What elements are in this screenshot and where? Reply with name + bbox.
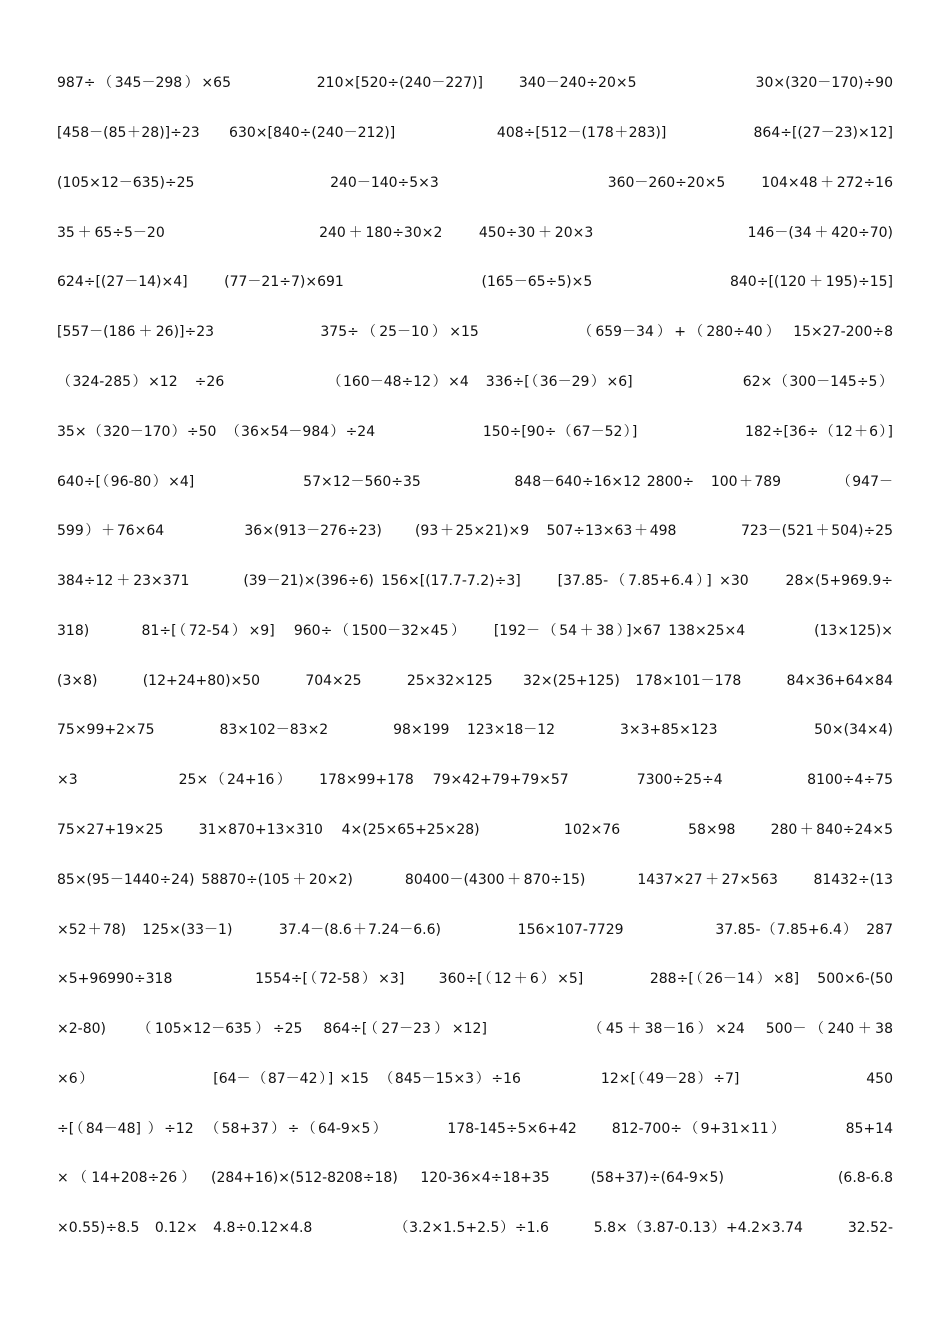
problem-line: ×（14+208÷26） (284+16)×(512-8208÷18) 120-36×4÷18+35 (58+37)÷(64-9×5) (6.8-6.8 [57, 1170, 893, 1186]
problem-line: ×2-80) （105×12－635）÷25 864÷[（27－23）×12] （45＋38－16）×24 500－（240＋38 [57, 1021, 893, 1037]
problem-line: ×0.55)÷8.5 0.12× 4.8÷0.12×4.8 （3.2×1.5+2.5）÷1.6 5.8×（3.87-0.13）+4.2×3.74 32.52- [57, 1220, 893, 1236]
problem-line: 599）＋76×64 36×(913－276÷23) (93＋25×21)×9 507÷13×63＋498 723－(521＋504)÷25 [57, 523, 893, 539]
problem-line: [458－(85＋28)]÷23 630×[840÷(240－212)] 408÷[512－(178＋283)] 864÷[(27－23)×12] [57, 125, 893, 141]
problem-line: (105×12－635)÷25 240－140÷5×3 360－260÷20×5 104×48＋272÷16 [57, 175, 893, 191]
problem-line: 640÷[（96-80）×4] 57×12－560÷35 848－640÷16×12 2800÷ 100＋789 （947－ [57, 474, 893, 490]
problem-line: ×5+96990÷318 1554÷[（72-58）×3] 360÷[（12＋6）×5] 288÷[（26－14）×8] 500×6-(50 [57, 971, 893, 987]
problem-line: ×6） [64－（87－42）] ×15 （845－15×3）÷16 12×[（49－28）÷7] 450 [57, 1071, 893, 1087]
problem-line: 318) 81÷[（72-54）×9] 960÷（1500－32×45） [192－（54＋38）]×67 138×25×4 (13×125)× [57, 623, 893, 639]
problem-line: 384÷12＋23×371 (39－21)×(396÷6) 156×[(17.7-7.2)÷3] [37.85-（7.85+6.4）] ×30 28×(5+969.9÷ [57, 573, 893, 589]
problem-line: 75×99+2×75 83×102－83×2 98×199 123×18－12 3×3+85×123 50×(34×4) [57, 722, 893, 738]
problem-line: 75×27+19×25 31×870+13×310 4×(25×65+25×28) 102×76 58×98 280＋840÷24×5 [57, 822, 893, 838]
problem-line: 624÷[(27－14)×4] (77－21÷7)×691 (165－65÷5)×5 840÷[(120＋195)÷15] [57, 274, 893, 290]
problem-line: 35×（320－170）÷50 （36×54－984）÷24 150÷[90÷（67－52）] 182÷[36÷（12＋6）] [57, 424, 893, 440]
problem-line: 987÷（345－298）×65 210×[520÷(240－227)] 340－240÷20×5 30×(320－170)÷90 [57, 75, 893, 91]
problem-line: ×3 25×（24+16） 178×99+178 79×42+79+79×57 7300÷25÷4 8100÷4÷75 [57, 772, 893, 788]
problem-line: (3×8) (12+24+80)×50 704×25 25×32×125 32×(25+125) 178×101－178 84×36+64×84 [57, 673, 893, 689]
problem-line: ÷[（84－48] ）÷12 （58+37）÷（64-9×5） 178-145÷5×6+42 812-700÷（9+31×11） 85+14 [57, 1121, 893, 1137]
problem-line: 85×(95－1440÷24) 58870÷(105＋20×2) 80400－(4300＋870÷15) 1437×27＋27×563 81432÷(13 [57, 872, 893, 888]
problem-line: ×52＋78) 125×(33－1) 37.4－(8.6＋7.24－6.6) 156×107-7729 37.85-（7.85+6.4） 287 [57, 922, 893, 938]
problem-line: [557－(186＋26)]÷23 375÷（25－10）×15 （659－34）+（280÷40） 15×27-200÷8 [57, 324, 893, 340]
problem-line: 35＋65÷5－20 240＋180÷30×2 450÷30＋20×3 146－(34＋420÷70) [57, 225, 893, 241]
problem-line: （324-285）×12 ÷26 （160－48÷12）×4 336÷[（36－29）×6] 62×（300－145÷5） [57, 374, 893, 390]
